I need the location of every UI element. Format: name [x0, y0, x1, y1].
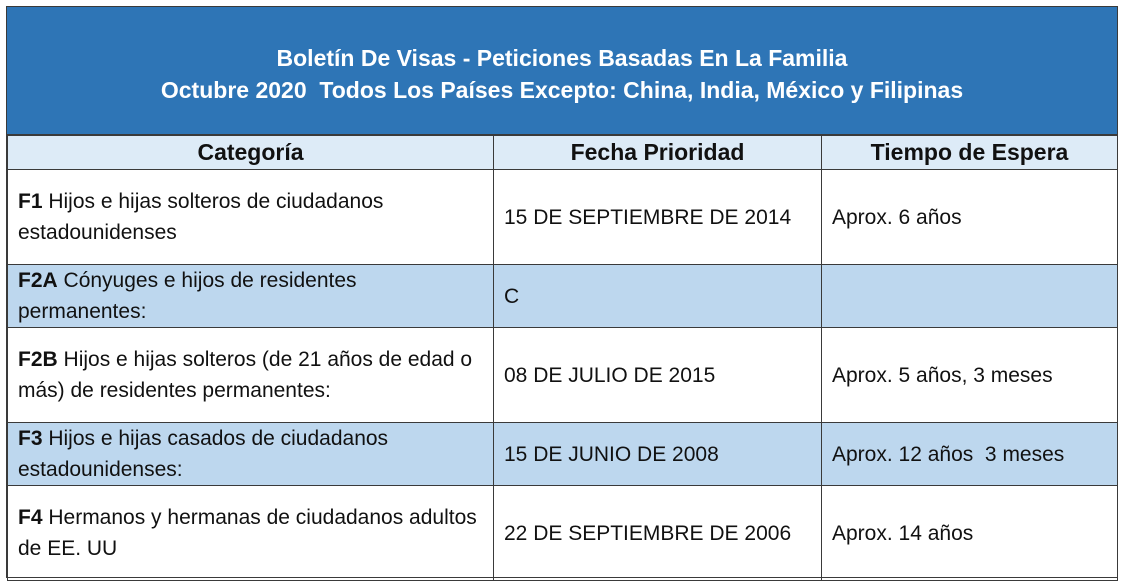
category-description: Hijos e hijas solteros de ciudadanos estadounidenses: [18, 190, 384, 244]
category-cell: [8, 328, 494, 423]
wait-time-cell: [822, 265, 1118, 328]
category-cell: [8, 170, 494, 265]
column-header-wait-time: Tiempo de Espera: [822, 136, 1118, 170]
visa-bulletin-table: [7, 135, 1118, 581]
table-row-f3: [8, 423, 1118, 486]
category-description: Cónyuges e hijos de residentes permanentes:: [18, 269, 357, 323]
table-row-f4: [8, 486, 1118, 581]
table-row-f2a: [8, 265, 1118, 328]
category-description: Hijos e hijas casados de ciudadanos estadounidenses:: [18, 427, 389, 481]
priority-date-cell: C: [494, 265, 822, 328]
table-row-f2b: [8, 328, 1118, 423]
priority-date-cell: 08 DE JULIO DE 2015: [494, 328, 822, 423]
column-header-category: Categoría: [8, 136, 494, 170]
priority-date-cell: 22 DE SEPTIEMBRE DE 2006: [494, 486, 822, 581]
category-code: F2B: [18, 348, 58, 371]
title-line-2: Octubre 2020 Todos Los Países Excepto: China, India, México y Filipinas: [160, 76, 964, 103]
category-code: F1: [18, 190, 43, 213]
wait-time-cell: Aprox. 6 años: [822, 170, 1118, 265]
category-code: F2A: [18, 269, 58, 292]
wait-time-cell: Aprox. 5 años, 3 meses: [822, 328, 1118, 423]
visa-bulletin-table-frame: [6, 6, 1118, 578]
priority-date-cell: 15 DE JUNIO DE 2008: [494, 423, 822, 486]
title-banner: [7, 7, 1117, 135]
category-cell: [8, 486, 494, 581]
category-cell: [8, 423, 494, 486]
category-cell: [8, 265, 494, 328]
category-code: F4: [18, 506, 43, 529]
title-line-1: Boletín De Visas - Peticiones Basadas En La Familia: [276, 44, 848, 71]
category-code: F3: [18, 427, 43, 450]
column-header-row: [8, 136, 1118, 170]
wait-time-cell: Aprox. 12 años 3 meses: [822, 423, 1118, 486]
category-description: Hijos e hijas solteros (de 21 años de edad o más) de residentes permanentes:: [18, 348, 473, 402]
column-header-priority-date: Fecha Prioridad: [494, 136, 822, 170]
table-row-f1: [8, 170, 1118, 265]
priority-date-cell: 15 DE SEPTIEMBRE DE 2014: [494, 170, 822, 265]
category-description: Hermanos y hermanas de ciudadanos adultos de EE. UU: [18, 506, 477, 560]
wait-time-cell: Aprox. 14 años: [822, 486, 1118, 581]
